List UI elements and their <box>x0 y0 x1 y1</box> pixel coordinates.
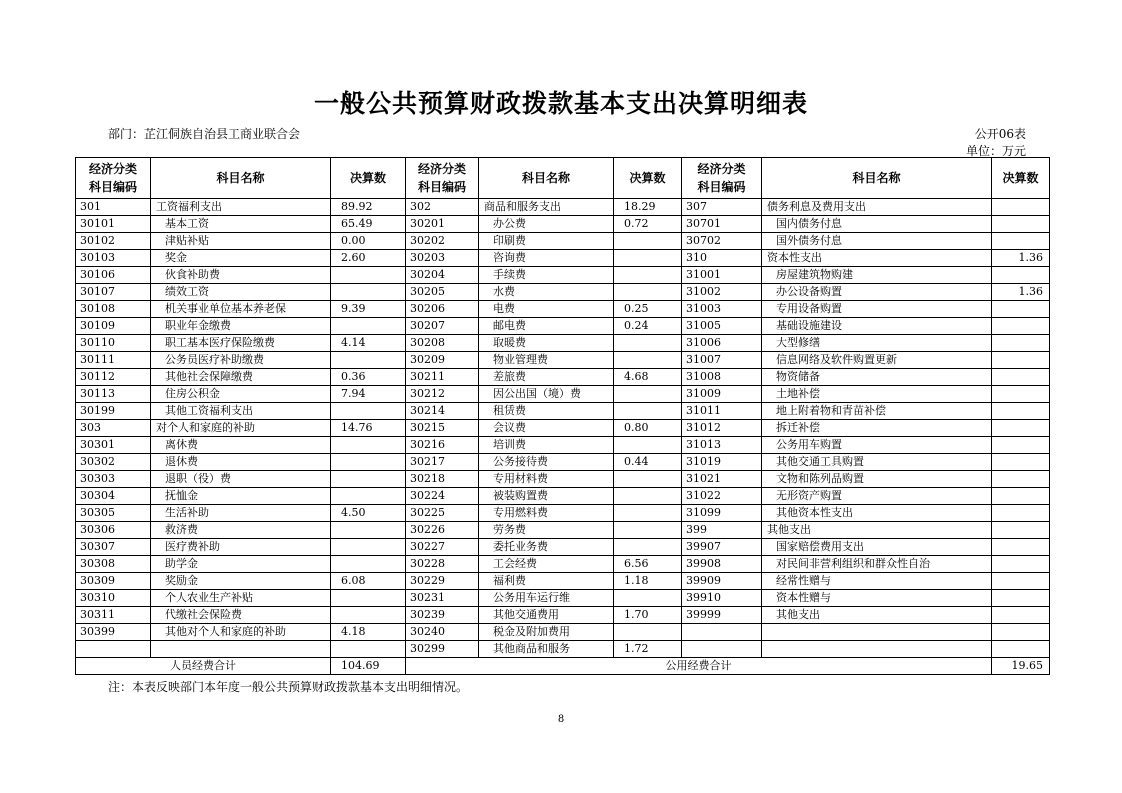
name-cell-3: 其他资本性支出 <box>762 505 992 522</box>
code-cell-3: 31007 <box>682 352 762 369</box>
code-cell-1: 30101 <box>76 216 151 233</box>
name-cell-2: 被装购置费 <box>479 488 614 505</box>
amount-cell-1 <box>331 522 406 539</box>
code-cell-1: 30307 <box>76 539 151 556</box>
amount-cell-2: 0.80 <box>614 420 682 437</box>
code-cell-1: 30107 <box>76 284 151 301</box>
name-cell-1: 代缴社会保险费 <box>151 607 331 624</box>
code-cell-3: 310 <box>682 250 762 267</box>
code-cell-2: 30224 <box>406 488 479 505</box>
amount-cell-1: 14.76 <box>331 420 406 437</box>
code-cell-3: 30702 <box>682 233 762 250</box>
name-cell-1: 退休费 <box>151 454 331 471</box>
amount-cell-3 <box>992 607 1050 624</box>
amount-cell-1: 4.18 <box>331 624 406 641</box>
expenditure-table <box>75 157 1050 675</box>
amount-cell-3 <box>992 522 1050 539</box>
name-cell-1: 奖励金 <box>151 573 331 590</box>
amount-cell-3 <box>992 454 1050 471</box>
table-header-row <box>76 158 1050 199</box>
header-code-1: 经济分类 科目编码 <box>76 158 151 199</box>
amount-cell-1 <box>331 454 406 471</box>
amount-cell-2: 4.68 <box>614 369 682 386</box>
code-cell-1: 30308 <box>76 556 151 573</box>
amount-cell-1 <box>331 556 406 573</box>
code-cell-2: 30218 <box>406 471 479 488</box>
amount-cell-1: 4.14 <box>331 335 406 352</box>
amount-cell-2 <box>614 539 682 556</box>
name-cell-2: 物业管理费 <box>479 352 614 369</box>
amount-cell-2 <box>614 471 682 488</box>
name-cell-1: 助学金 <box>151 556 331 573</box>
amount-cell-3 <box>992 556 1050 573</box>
code-cell-3: 31099 <box>682 505 762 522</box>
code-cell-2: 30231 <box>406 590 479 607</box>
code-cell-2: 30228 <box>406 556 479 573</box>
name-cell-2: 工会经费 <box>479 556 614 573</box>
amount-cell-3 <box>992 403 1050 420</box>
name-cell-2: 办公费 <box>479 216 614 233</box>
unit-label: 单位：万元 <box>965 144 1026 158</box>
amount-cell-3 <box>992 420 1050 437</box>
amount-cell-1 <box>331 590 406 607</box>
code-cell-3 <box>682 641 762 658</box>
name-cell-3: 基础设施建设 <box>762 318 992 335</box>
table-row <box>76 607 1050 624</box>
amount-cell-1: 4.50 <box>331 505 406 522</box>
header-code-3: 经济分类 科目编码 <box>682 158 762 199</box>
amount-cell-2 <box>614 352 682 369</box>
amount-cell-1: 7.94 <box>331 386 406 403</box>
name-cell-2: 培训费 <box>479 437 614 454</box>
amount-cell-3 <box>992 216 1050 233</box>
name-cell-2: 劳务费 <box>479 522 614 539</box>
code-cell-1: 30305 <box>76 505 151 522</box>
code-cell-2: 30226 <box>406 522 479 539</box>
amount-cell-1 <box>331 488 406 505</box>
code-cell-2: 30209 <box>406 352 479 369</box>
code-cell-3: 31006 <box>682 335 762 352</box>
code-cell-1: 30108 <box>76 301 151 318</box>
amount-cell-3 <box>992 318 1050 335</box>
name-cell-2: 公务接待费 <box>479 454 614 471</box>
name-cell-3 <box>762 641 992 658</box>
amount-cell-1 <box>331 539 406 556</box>
personnel-total-label: 人员经费合计 <box>76 658 331 675</box>
code-cell-2: 30207 <box>406 318 479 335</box>
name-cell-1 <box>151 641 331 658</box>
table-row <box>76 318 1050 335</box>
amount-cell-2: 0.25 <box>614 301 682 318</box>
code-cell-3: 31011 <box>682 403 762 420</box>
name-cell-3: 资本性支出 <box>762 250 992 267</box>
code-cell-1: 30109 <box>76 318 151 335</box>
name-cell-1: 职业年金缴费 <box>151 318 331 335</box>
code-cell-2: 30206 <box>406 301 479 318</box>
amount-cell-2: 0.72 <box>614 216 682 233</box>
name-cell-3: 信息网络及软件购置更新 <box>762 352 992 369</box>
code-cell-2: 30204 <box>406 267 479 284</box>
code-cell-2: 30205 <box>406 284 479 301</box>
name-cell-3: 国家赔偿费用支出 <box>762 539 992 556</box>
amount-cell-2: 1.72 <box>614 641 682 658</box>
name-cell-2: 其他商品和服务 <box>479 641 614 658</box>
name-cell-3: 拆迁补偿 <box>762 420 992 437</box>
code-cell-3: 31005 <box>682 318 762 335</box>
table-row <box>76 454 1050 471</box>
table-row <box>76 199 1050 216</box>
code-cell-2: 30229 <box>406 573 479 590</box>
amount-cell-3 <box>992 437 1050 454</box>
code-cell-3 <box>682 624 762 641</box>
code-cell-3: 31019 <box>682 454 762 471</box>
table-row <box>76 267 1050 284</box>
name-cell-2: 电费 <box>479 301 614 318</box>
code-cell-2: 30208 <box>406 335 479 352</box>
name-cell-3: 无形资产购置 <box>762 488 992 505</box>
table-row <box>76 573 1050 590</box>
header-amount-2: 决算数 <box>614 158 682 199</box>
code-cell-2: 30215 <box>406 420 479 437</box>
amount-cell-2 <box>614 437 682 454</box>
name-cell-2: 专用材料费 <box>479 471 614 488</box>
table-row <box>76 539 1050 556</box>
department-label: 部门：芷江侗族自治县工商业联合会 <box>108 127 301 141</box>
name-cell-1: 离休费 <box>151 437 331 454</box>
amount-cell-2 <box>614 284 682 301</box>
table-row <box>76 233 1050 250</box>
code-cell-2: 30211 <box>406 369 479 386</box>
code-cell-3: 39908 <box>682 556 762 573</box>
public-total-label: 公用经费合计 <box>406 658 992 675</box>
amount-cell-2: 0.24 <box>614 318 682 335</box>
table-body <box>76 199 1050 658</box>
amount-cell-3 <box>992 641 1050 658</box>
amount-cell-3 <box>992 505 1050 522</box>
code-cell-1: 30301 <box>76 437 151 454</box>
table-row <box>76 641 1050 658</box>
name-cell-2: 福利费 <box>479 573 614 590</box>
amount-cell-1 <box>331 607 406 624</box>
code-cell-2: 30227 <box>406 539 479 556</box>
table-row <box>76 624 1050 641</box>
name-cell-2: 商品和服务支出 <box>479 199 614 216</box>
name-cell-2: 公务用车运行维 <box>479 590 614 607</box>
amount-cell-3: 1.36 <box>992 284 1050 301</box>
amount-cell-2 <box>614 505 682 522</box>
amount-cell-3 <box>992 471 1050 488</box>
name-cell-3: 文物和陈列品购置 <box>762 471 992 488</box>
code-cell-3: 31022 <box>682 488 762 505</box>
name-cell-1: 职工基本医疗保险缴费 <box>151 335 331 352</box>
amount-cell-2 <box>614 624 682 641</box>
header-code-2: 经济分类 科目编码 <box>406 158 479 199</box>
code-cell-2: 30217 <box>406 454 479 471</box>
table-row <box>76 488 1050 505</box>
table-row <box>76 590 1050 607</box>
name-cell-1: 住房公积金 <box>151 386 331 403</box>
code-cell-1: 30310 <box>76 590 151 607</box>
name-cell-2: 委托业务费 <box>479 539 614 556</box>
amount-cell-3 <box>992 199 1050 216</box>
name-cell-1: 其他对个人和家庭的补助 <box>151 624 331 641</box>
code-cell-1: 30302 <box>76 454 151 471</box>
code-cell-3: 31002 <box>682 284 762 301</box>
code-cell-3: 39907 <box>682 539 762 556</box>
code-cell-2: 30225 <box>406 505 479 522</box>
name-cell-3 <box>762 624 992 641</box>
name-cell-3: 土地补偿 <box>762 386 992 403</box>
amount-cell-2 <box>614 403 682 420</box>
name-cell-2: 咨询费 <box>479 250 614 267</box>
name-cell-1: 伙食补助费 <box>151 267 331 284</box>
code-cell-1: 30303 <box>76 471 151 488</box>
code-cell-2: 302 <box>406 199 479 216</box>
code-cell-3: 30701 <box>682 216 762 233</box>
amount-cell-1 <box>331 437 406 454</box>
name-cell-3: 专用设备购置 <box>762 301 992 318</box>
page-title: 一般公共预算财政拨款基本支出决算明细表 <box>313 89 808 118</box>
table-row <box>76 420 1050 437</box>
code-cell-1: 30311 <box>76 607 151 624</box>
code-cell-3: 39910 <box>682 590 762 607</box>
totals-row <box>76 658 1050 675</box>
code-cell-1: 30103 <box>76 250 151 267</box>
name-cell-1: 其他社会保障缴费 <box>151 369 331 386</box>
amount-cell-1: 9.39 <box>331 301 406 318</box>
code-cell-1: 30304 <box>76 488 151 505</box>
name-cell-1: 医疗费补助 <box>151 539 331 556</box>
code-cell-1: 30111 <box>76 352 151 369</box>
table-row <box>76 471 1050 488</box>
amount-cell-2 <box>614 335 682 352</box>
code-cell-2: 30240 <box>406 624 479 641</box>
amount-cell-3 <box>992 590 1050 607</box>
name-cell-2: 租赁费 <box>479 403 614 420</box>
amount-cell-2: 0.44 <box>614 454 682 471</box>
name-cell-2: 专用燃料费 <box>479 505 614 522</box>
name-cell-3: 对民间非营利组织和群众性自治 <box>762 556 992 573</box>
code-cell-1: 30110 <box>76 335 151 352</box>
table-row <box>76 301 1050 318</box>
amount-cell-2 <box>614 522 682 539</box>
amount-cell-1 <box>331 403 406 420</box>
name-cell-3: 国外债务付息 <box>762 233 992 250</box>
amount-cell-1: 65.49 <box>331 216 406 233</box>
amount-cell-1: 6.08 <box>331 573 406 590</box>
table-row <box>76 556 1050 573</box>
header-name-1: 科目名称 <box>151 158 331 199</box>
amount-cell-2: 1.18 <box>614 573 682 590</box>
table-row <box>76 216 1050 233</box>
name-cell-3: 房屋建筑物购建 <box>762 267 992 284</box>
header-name-2: 科目名称 <box>479 158 614 199</box>
name-cell-1: 奖金 <box>151 250 331 267</box>
code-cell-1: 301 <box>76 199 151 216</box>
amount-cell-1 <box>331 352 406 369</box>
header-amount-3: 决算数 <box>992 158 1050 199</box>
code-cell-3: 31021 <box>682 471 762 488</box>
code-cell-2: 30239 <box>406 607 479 624</box>
name-cell-1: 救济费 <box>151 522 331 539</box>
name-cell-2: 会议费 <box>479 420 614 437</box>
name-cell-3: 其他支出 <box>762 522 992 539</box>
amount-cell-3 <box>992 301 1050 318</box>
code-cell-3: 39999 <box>682 607 762 624</box>
amount-cell-1: 0.00 <box>331 233 406 250</box>
code-cell-2: 30202 <box>406 233 479 250</box>
name-cell-1: 公务员医疗补助缴费 <box>151 352 331 369</box>
code-cell-1: 30399 <box>76 624 151 641</box>
code-cell-3: 39909 <box>682 573 762 590</box>
page-number: 8 <box>557 714 565 725</box>
amount-cell-2: 1.70 <box>614 607 682 624</box>
table-row <box>76 437 1050 454</box>
name-cell-3: 地上附着物和青苗补偿 <box>762 403 992 420</box>
code-cell-3: 31013 <box>682 437 762 454</box>
amount-cell-3 <box>992 267 1050 284</box>
amount-cell-2: 6.56 <box>614 556 682 573</box>
code-cell-2: 30214 <box>406 403 479 420</box>
name-cell-1: 津贴补贴 <box>151 233 331 250</box>
name-cell-3: 国内债务付息 <box>762 216 992 233</box>
amount-cell-2 <box>614 488 682 505</box>
name-cell-2: 邮电费 <box>479 318 614 335</box>
code-cell-1: 30112 <box>76 369 151 386</box>
name-cell-1: 退职（役）费 <box>151 471 331 488</box>
code-cell-2: 30203 <box>406 250 479 267</box>
name-cell-3: 资本性赠与 <box>762 590 992 607</box>
name-cell-3: 大型修缮 <box>762 335 992 352</box>
name-cell-2: 印刷费 <box>479 233 614 250</box>
table-row <box>76 335 1050 352</box>
code-cell-1: 30306 <box>76 522 151 539</box>
code-cell-2: 30212 <box>406 386 479 403</box>
name-cell-1: 机关事业单位基本养老保 <box>151 301 331 318</box>
amount-cell-3 <box>992 233 1050 250</box>
name-cell-1: 基本工资 <box>151 216 331 233</box>
code-cell-3: 31001 <box>682 267 762 284</box>
table-row <box>76 250 1050 267</box>
amount-cell-1 <box>331 471 406 488</box>
amount-cell-3 <box>992 386 1050 403</box>
name-cell-3: 公务用车购置 <box>762 437 992 454</box>
code-cell-3: 307 <box>682 199 762 216</box>
code-cell-1: 30199 <box>76 403 151 420</box>
amount-cell-1 <box>331 641 406 658</box>
name-cell-2: 水费 <box>479 284 614 301</box>
amount-cell-3 <box>992 488 1050 505</box>
amount-cell-2 <box>614 267 682 284</box>
amount-cell-3 <box>992 369 1050 386</box>
name-cell-2: 税金及附加费用 <box>479 624 614 641</box>
amount-cell-3 <box>992 352 1050 369</box>
name-cell-3: 经常性赠与 <box>762 573 992 590</box>
code-cell-2: 30299 <box>406 641 479 658</box>
code-cell-1 <box>76 641 151 658</box>
amount-cell-2 <box>614 233 682 250</box>
code-cell-1: 303 <box>76 420 151 437</box>
footnote: 注：本表反映部门本年度一般公共预算财政拨款基本支出明细情况。 <box>108 680 469 694</box>
amount-cell-1 <box>331 284 406 301</box>
public-total-value: 19.65 <box>992 658 1050 675</box>
header-name-3: 科目名称 <box>762 158 992 199</box>
amount-cell-1 <box>331 318 406 335</box>
amount-cell-2 <box>614 250 682 267</box>
table-code: 公开06表 <box>974 127 1026 141</box>
amount-cell-1 <box>331 267 406 284</box>
code-cell-3: 31003 <box>682 301 762 318</box>
amount-cell-3 <box>992 539 1050 556</box>
name-cell-3: 办公设备购置 <box>762 284 992 301</box>
amount-cell-1: 0.36 <box>331 369 406 386</box>
name-cell-2: 差旅费 <box>479 369 614 386</box>
header-amount-1: 决算数 <box>331 158 406 199</box>
code-cell-1: 30102 <box>76 233 151 250</box>
table-row <box>76 522 1050 539</box>
name-cell-1: 其他工资福利支出 <box>151 403 331 420</box>
amount-cell-2: 18.29 <box>614 199 682 216</box>
name-cell-3: 其他支出 <box>762 607 992 624</box>
code-cell-2: 30216 <box>406 437 479 454</box>
amount-cell-2 <box>614 590 682 607</box>
code-cell-2: 30201 <box>406 216 479 233</box>
amount-cell-3 <box>992 573 1050 590</box>
amount-cell-3: 1.36 <box>992 250 1050 267</box>
code-cell-3: 31008 <box>682 369 762 386</box>
table-row <box>76 369 1050 386</box>
name-cell-1: 工资福利支出 <box>151 199 331 216</box>
amount-cell-3 <box>992 335 1050 352</box>
table-row <box>76 352 1050 369</box>
name-cell-1: 对个人和家庭的补助 <box>151 420 331 437</box>
table-row <box>76 505 1050 522</box>
name-cell-2: 因公出国（境）费 <box>479 386 614 403</box>
code-cell-1: 30309 <box>76 573 151 590</box>
name-cell-2: 取暖费 <box>479 335 614 352</box>
name-cell-2: 其他交通费用 <box>479 607 614 624</box>
amount-cell-1: 89.92 <box>331 199 406 216</box>
table-row <box>76 284 1050 301</box>
name-cell-3: 其他交通工具购置 <box>762 454 992 471</box>
code-cell-1: 30106 <box>76 267 151 284</box>
name-cell-2: 手续费 <box>479 267 614 284</box>
code-cell-3: 31012 <box>682 420 762 437</box>
amount-cell-3 <box>992 624 1050 641</box>
name-cell-1: 个人农业生产补贴 <box>151 590 331 607</box>
amount-cell-1: 2.60 <box>331 250 406 267</box>
table-row <box>76 403 1050 420</box>
name-cell-3: 债务利息及费用支出 <box>762 199 992 216</box>
table-row <box>76 386 1050 403</box>
name-cell-1: 绩效工资 <box>151 284 331 301</box>
amount-cell-2 <box>614 386 682 403</box>
code-cell-3: 31009 <box>682 386 762 403</box>
name-cell-3: 物资储备 <box>762 369 992 386</box>
code-cell-1: 30113 <box>76 386 151 403</box>
name-cell-1: 生活补助 <box>151 505 331 522</box>
personnel-total-value: 104.69 <box>331 658 406 675</box>
name-cell-1: 抚恤金 <box>151 488 331 505</box>
code-cell-3: 399 <box>682 522 762 539</box>
